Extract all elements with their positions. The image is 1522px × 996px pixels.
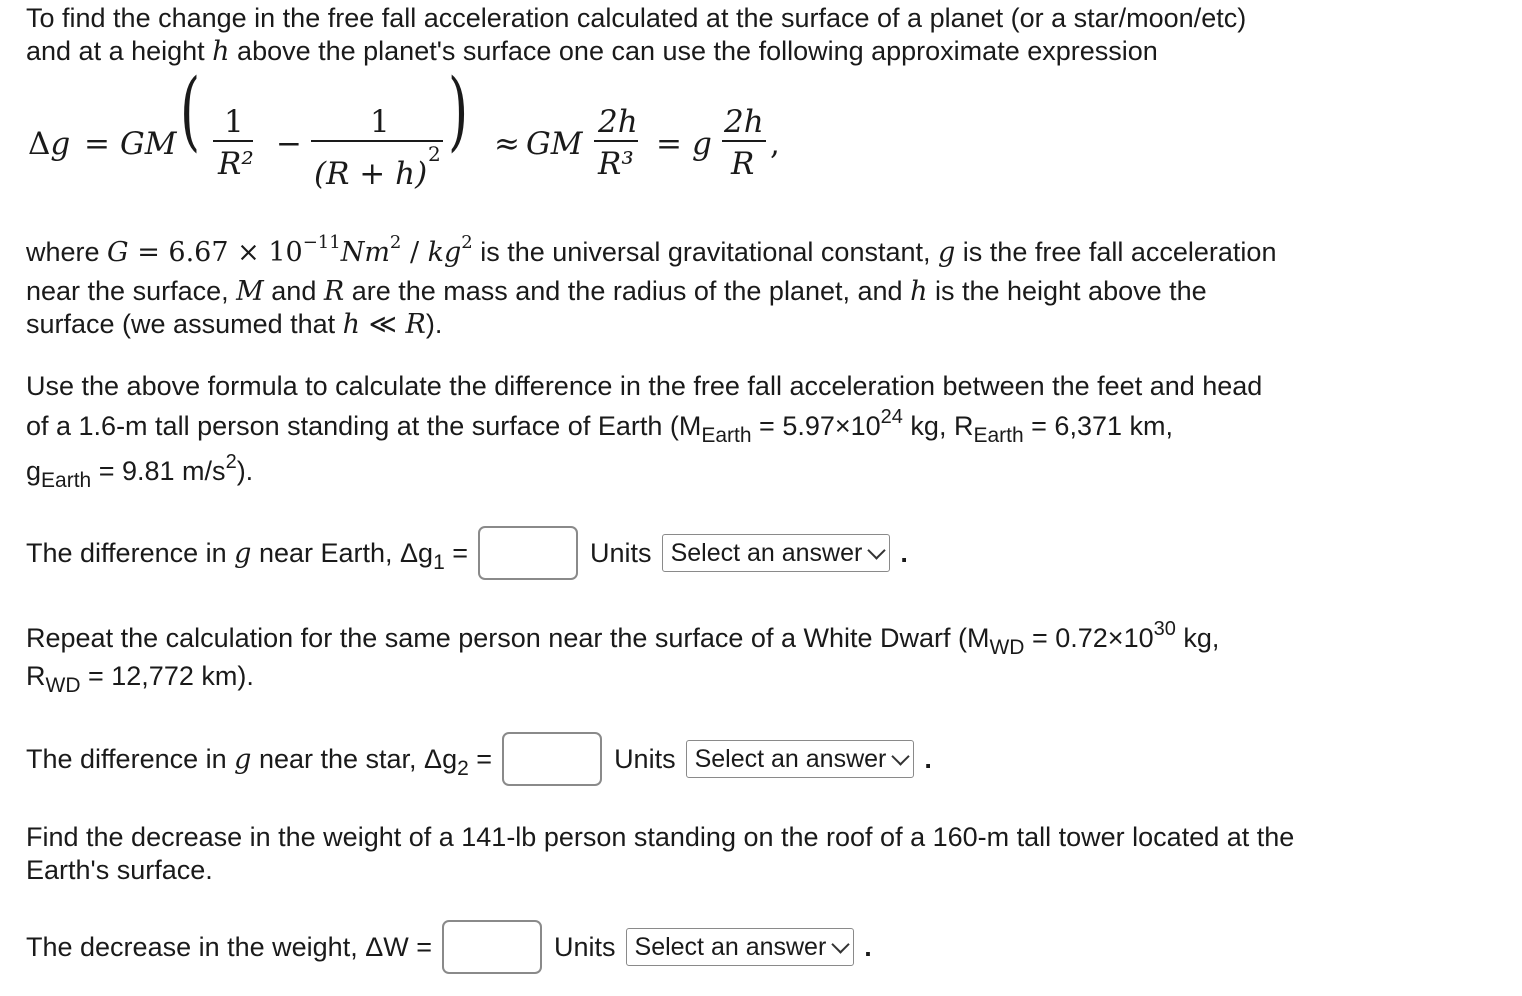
question-2-row (26, 730, 932, 788)
where-line-3: surface (we assumed that h ≪ R). (26, 309, 443, 340)
formula-g: g (692, 126, 712, 162)
units-label-1: Units (590, 537, 652, 568)
formula-frac-bar-4 (722, 140, 766, 142)
formula-approx: ≈ (494, 126, 520, 162)
question-2-period: . (924, 743, 932, 774)
formula-den1: R² (218, 146, 254, 182)
formula-den2: (R + h) (314, 156, 428, 192)
units-select-2[interactable] (686, 740, 915, 778)
delta-g1-input[interactable] (478, 526, 578, 580)
formula-left-paren: ( (180, 61, 201, 161)
formula-frac-bar-2 (311, 140, 443, 142)
formula-comma: , (770, 126, 780, 162)
question-3-row (26, 918, 872, 976)
chevron-down-icon (868, 541, 886, 559)
use-line-3: $g_{Earth} = 9.81$ $m/s^2$). (26, 451, 254, 492)
formula-num2: 1 (370, 104, 390, 140)
formula-gm-2: GM (526, 126, 583, 162)
formula-lhs: Δg (28, 126, 71, 162)
tower-line-1: Find the decrease in the weight of a 141-lb person standing on the roof of a 160-m tall tower located at the (26, 822, 1295, 852)
question-1-row (26, 524, 908, 582)
wd-line-2: $R_{WD} = 12,772$ km). (26, 661, 254, 697)
units-select-3[interactable] (626, 928, 855, 966)
question-2-label: The difference in g near the star, $\Delta g_2$ = (26, 743, 493, 780)
units-select-2-value: Select an answer (694, 744, 887, 773)
use-line-2: of a 1.6-m tall person standing at the surface of Earth ($M_{Earth} = 5.97\times 10^{24}$ kg, $R_{Earth} = 6,371$ km, (26, 406, 1173, 447)
question-1-period: . (900, 537, 908, 568)
intro-line-2: and at a height h above the planet's surface one can use the following approximate expression (26, 36, 1158, 67)
formula-num3: 2h (598, 104, 638, 140)
formula-num4: 2h (724, 104, 764, 140)
tower-line-2: Earth's surface. (26, 855, 213, 885)
formula-num1: 1 (224, 104, 244, 140)
formula-frac-bar-1 (213, 140, 253, 142)
units-select-1[interactable] (662, 534, 891, 572)
chevron-down-icon (892, 747, 910, 765)
question-1-label: The difference in g near Earth, $\Delta g_1$ = (26, 537, 469, 574)
delta-g-formula (28, 61, 828, 200)
where-line-1: where $G = 6.67 \times 10^{-11}Nm^2 / kg^2$ is the universal gravitational constant, g is the free fall acceleration (26, 232, 1277, 268)
use-line-1: Use the above formula to calculate the difference in the free fall acceleration between the feet and head (26, 371, 1263, 401)
formula-den4: R (731, 146, 755, 182)
formula-den2-exp: 2 (428, 142, 441, 166)
units-label-2: Units (614, 743, 676, 774)
formula-den3: R³ (598, 146, 634, 182)
delta-w-input[interactable] (442, 920, 542, 974)
intro-line-1: To find the change in the free fall acceleration calculated at the surface of a planet (or a star/moon/etc) (26, 3, 1247, 33)
formula-equals: = (84, 126, 110, 162)
chevron-down-icon (832, 935, 850, 953)
formula-frac-bar-3 (594, 140, 638, 142)
question-3-label: The decrease in the weight, ΔW = (26, 931, 432, 962)
formula-minus: − (276, 126, 302, 162)
units-select-3-value: Select an answer (634, 932, 827, 961)
wd-line-1: Repeat the calculation for the same person near the surface of a White Dwarf ($M_{WD} = 0.72\times 10^{30}$ kg, (26, 618, 1220, 659)
question-3-period: . (864, 931, 872, 962)
formula-right-paren: ) (448, 61, 469, 161)
units-label-3: Units (554, 931, 616, 962)
formula-equals-2: = (656, 126, 682, 162)
units-select-1-value: Select an answer (670, 538, 863, 567)
delta-g2-input[interactable] (502, 732, 602, 786)
formula-gm: GM (120, 126, 177, 162)
where-line-2: near the surface, M and R are the mass and the radius of the planet, and h is the height above the (26, 276, 1207, 307)
